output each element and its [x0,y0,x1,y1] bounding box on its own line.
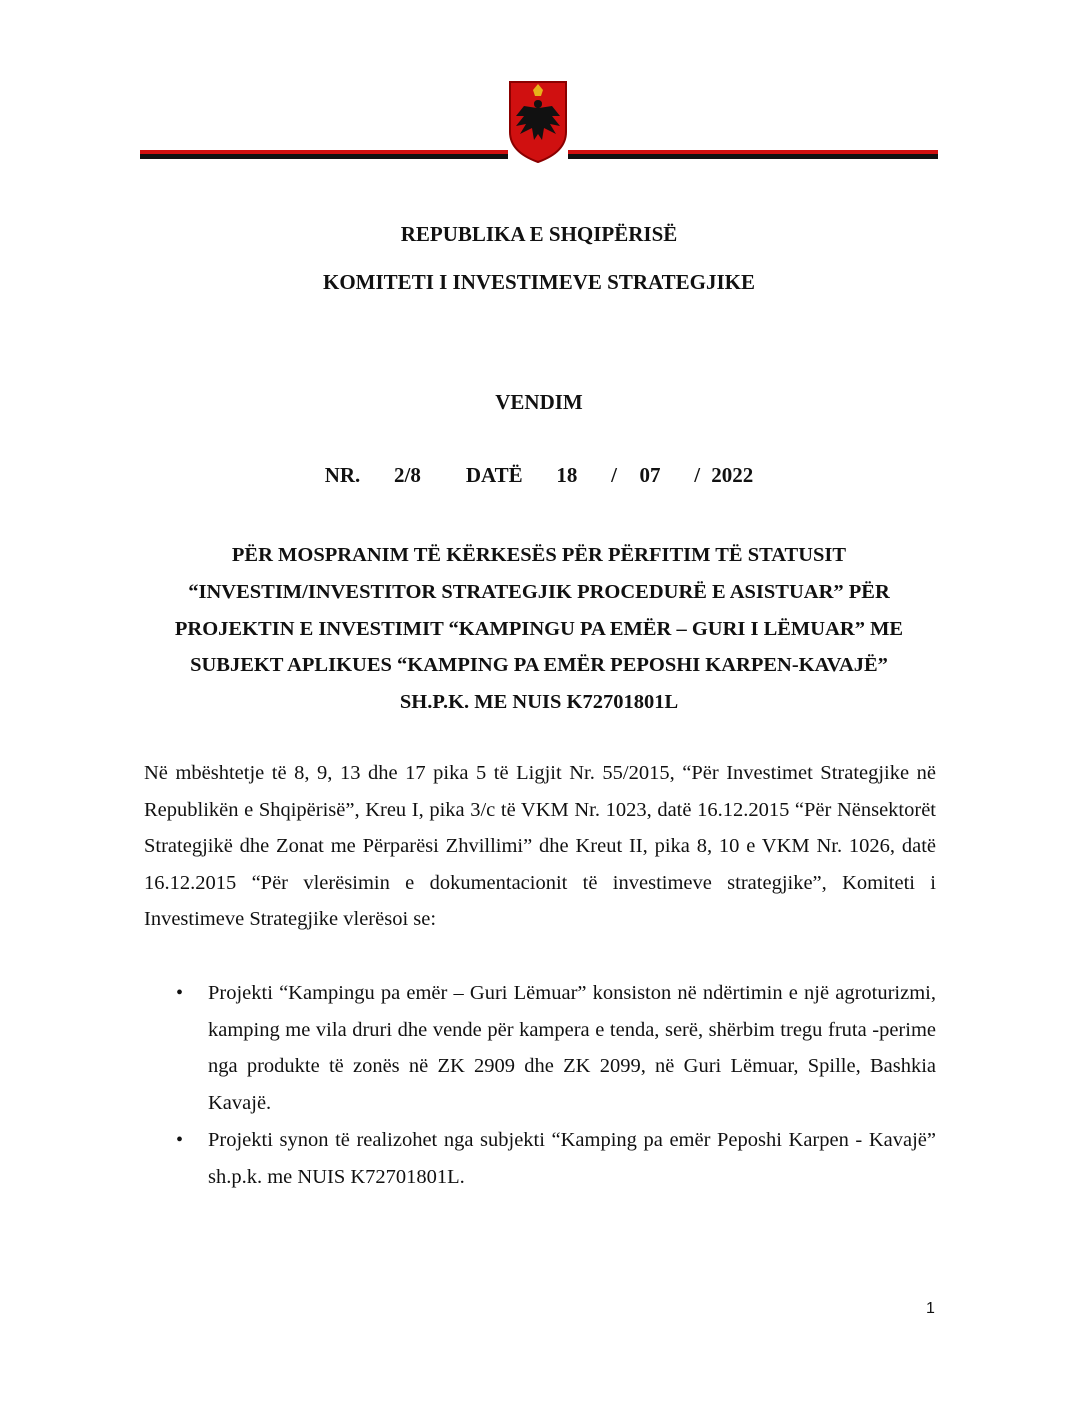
header-rule-left [140,150,508,159]
decision-heading: VENDIM [495,390,583,414]
committee-heading: KOMITETI I INVESTIMEVE STRATEGJIKE [323,270,755,294]
republic-heading: REPUBLIKA E SHQIPËRISË [400,222,678,246]
bullet-icon: • [176,982,184,1004]
list-item-text: Projekti synon të realizohet nga subjekti “Kamping pa emër Peposhi Karpen - Kavajë” sh.p.k. me NUIS K72701801L. [208,1129,936,1188]
list-item [144,1122,936,1195]
page-number: 1 [926,1300,935,1317]
header-rule-right [568,150,938,159]
bullet-icon: • [176,1129,184,1152]
subject-line: SH.P.K. ME NUIS K72701801L [399,691,679,714]
subject-line: SUBJEKT APLIKUES “KAMPING PA EMËR PEPOSHI KARPEN-KAVAJË” [190,654,888,677]
findings-list [144,975,936,1197]
albanian-coat-of-arms-icon [506,76,570,164]
list-item-text: Projekti “Kampingu pa emër – Guri Lëmuar” konsiston në ndërtimin e një agroturizmi, kamping me vila druri dhe vende për kampera e tenda, serë, shërbim tregu fruta -perime nga produkte të zonës në ZK 2909 dhe ZK 2099, në Guri Lëmuar, Spille, Bashkia Kavajë. [208,982,936,1114]
decision-subject [140,537,938,721]
intro-paragraph: Në mbështetje të 8, 9, 13 dhe 17 pika 5 të Ligjit Nr. 55/2015, “Për Investimet Strategjike në Republikën e Shqipërisë”, Kreu I, pika 3/c të VKM Nr. 1023, datë 16.12.2015 “Për Nënsektorët Strategjikë dhe Zonat me Përparësi Zhvillimi” dhe Kreut II, pika 8, 10 e VKM Nr. 1026, datë 16.12.2015 “Për vlerësimin e dokumentacionit të investimeve strategjike”, Komiteti i Investimeve Strategjike vlerësoi se: [144,762,936,931]
list-item [144,975,936,1121]
subject-line: PROJEKTIN E INVESTIMIT “KAMPINGU PA EMËR – GURI I LËMUAR” ME [174,617,904,640]
subject-line: PËR MOSPRANIM TË KËRKESËS PËR PËRFITIM TË STATUSIT [231,544,847,566]
subject-line: “INVESTIM/INVESTITOR STRATEGJIK PROCEDURË E ASISTUAR” PËR [188,580,890,603]
decision-number-date: NR. 2/8 DATË 18 / 07 / 2022 [324,463,754,487]
